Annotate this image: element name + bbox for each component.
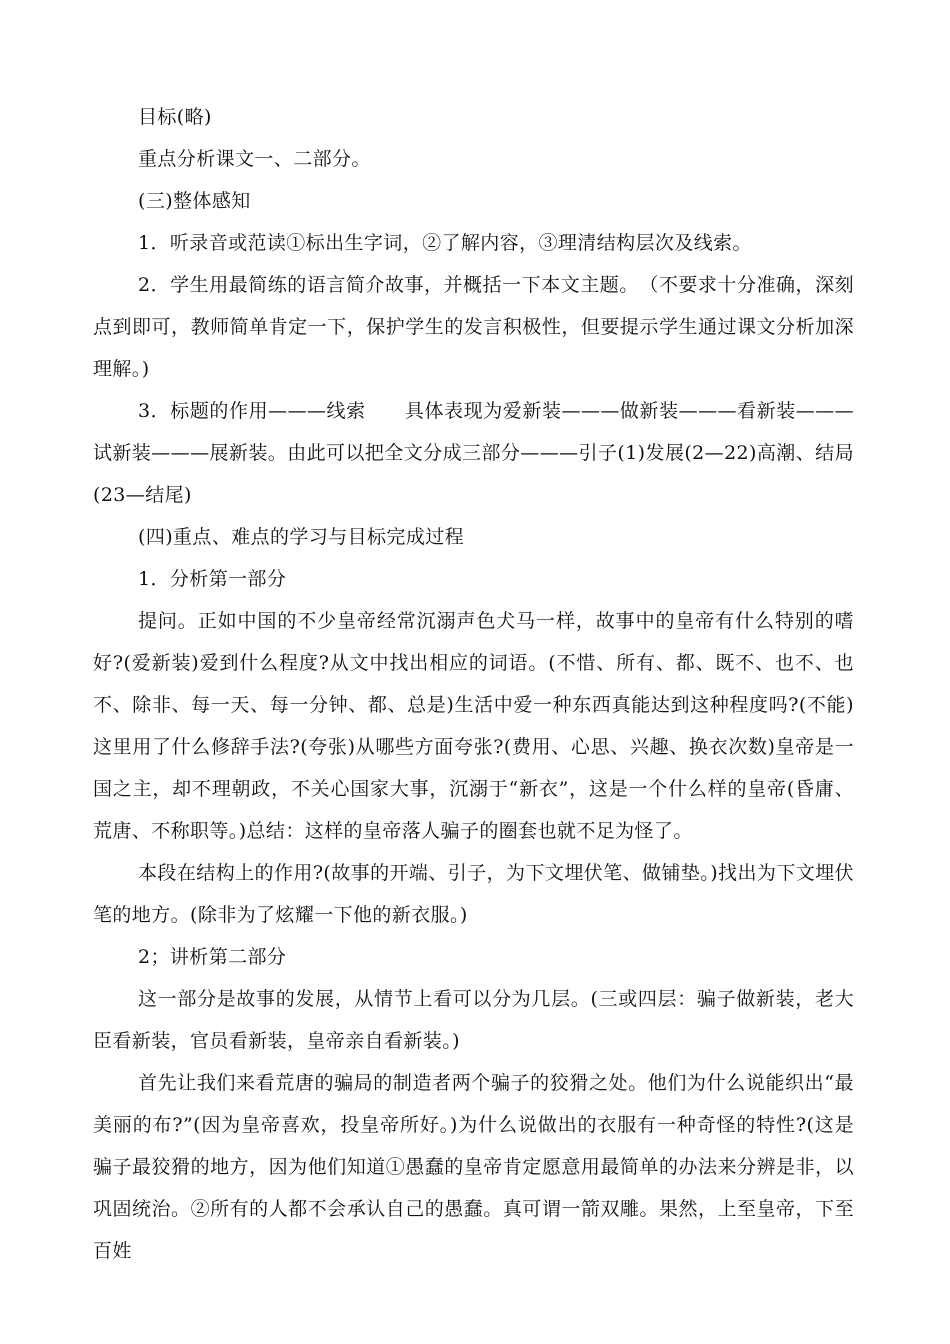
paragraph-step-3: 3．标题的作用———线索 具体表现为爱新装———做新装———看新装———试新装———展新装。由此可以把全文分成三部分———引子(1)发展(2—22)高潮、结局(23—结尾): [93, 400, 854, 506]
paragraph-swindlers-analysis: 首先让我们来看荒唐的骗局的制造者两个骗子的狡猾之处。他们为什么说能织出“最美丽的布?”(因为皇帝喜欢，投皇帝所好。)为什么说做出的衣服有一种奇怪的特性?(这是骗子最狡猾的地方，因为他们知道①愚蠢的皇帝肯定愿意用最简单的办法来分辨是非，以巩固统治。②所有的人都不会承认自己的愚蠢。真可谓一箭双雕。果然，上至皇帝，下至百姓: [93, 1072, 854, 1262]
paragraph-objective: 目标(略): [138, 106, 212, 128]
section-heading-overall-perception: (三)整体感知: [138, 190, 251, 212]
subheading-part-one: 1．分析第一部分: [138, 568, 287, 590]
paragraph-focus: 重点分析课文一、二部分。: [138, 148, 371, 170]
paragraph-structure-role: 本段在结构上的作用?(故事的开端、引子，为下文埋伏笔、做铺垫。)找出为下文埋伏笔的地方。(除非为了炫耀一下他的新衣服。): [93, 862, 854, 926]
paragraph-part-two-overview: 这一部分是故事的发展，从情节上看可以分为几层。(三或四层：骗子做新装，老大臣看新装，官员看新装，皇帝亲自看新装。): [93, 988, 854, 1052]
paragraph-step-2: 2．学生用最简练的语言简介故事，并概括一下本文主题。 （不要求十分准确，深刻点到即可，教师简单肯定一下，保护学生的发言积极性，但要提示学生通过课文分析加深理解。): [93, 274, 854, 380]
subheading-part-two: 2；讲析第二部分: [138, 946, 287, 968]
paragraph-part-one-analysis: 提问。正如中国的不少皇帝经常沉溺声色犬马一样，故事中的皇帝有什么特别的嗜好?(爱新装)爱到什么程度?从文中找出相应的词语。(不惜、所有、都、既不、也不、也不、除非、每一天、每一分钟、都、总是)生活中爱一种东西真能达到这种程度吗?(不能)这里用了什么修辞手法?(夸张)从哪些方面夸张?(费用、心思、兴趣、换衣次数)皇帝是一国之主，却不理朝政，不关心国家大事，沉溺于“新衣”，这是一个什么样的皇帝(昏庸、荒唐、不称职等。)总结：这样的皇帝落人骗子的圈套也就不足为怪了。: [93, 610, 854, 842]
paragraph-step-1: 1．听录音或范读①标出生字词，②了解内容，③理清结构层次及线索。: [138, 232, 752, 254]
section-heading-key-points: (四)重点、难点的学习与目标完成过程: [138, 526, 465, 548]
